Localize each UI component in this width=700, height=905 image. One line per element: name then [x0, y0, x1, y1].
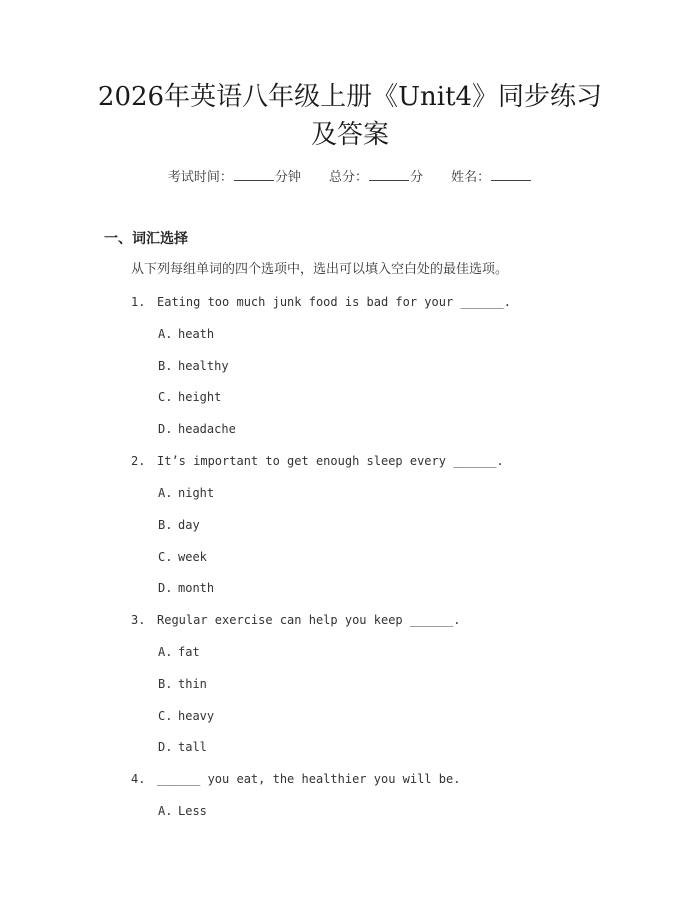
total-score-blank	[369, 168, 409, 181]
option-letter: A.	[158, 804, 173, 818]
option-letter: B.	[158, 359, 173, 373]
section-title: 一、词汇选择	[104, 231, 188, 247]
option-text: day	[178, 518, 200, 532]
question-2-option-c	[158, 547, 207, 567]
option-letter: A.	[158, 327, 173, 341]
question-4-option-a	[158, 801, 207, 821]
option-text: week	[178, 550, 207, 564]
total-score-unit: 分	[410, 170, 424, 185]
document-title	[60, 78, 640, 154]
question-2	[131, 451, 504, 471]
option-text: heath	[178, 327, 215, 341]
exam-time-blank	[234, 168, 274, 181]
option-letter: C.	[158, 390, 173, 404]
question-3-option-d	[158, 737, 207, 757]
option-text: fat	[178, 645, 200, 659]
question-3-option-a	[158, 642, 200, 662]
option-letter: A.	[158, 486, 173, 500]
question-1	[131, 292, 511, 312]
option-text: thin	[178, 677, 207, 691]
option-text: heavy	[178, 709, 215, 723]
option-text: healthy	[178, 359, 229, 373]
question-number: 2.	[131, 454, 146, 468]
question-text: Eating too much junk food is bad for your ______.	[157, 295, 512, 309]
question-1-option-a	[158, 324, 214, 344]
total-score-label: 总分：	[328, 170, 368, 185]
exam-time-unit: 分钟	[274, 170, 301, 185]
option-letter: D.	[158, 740, 173, 754]
option-letter: C.	[158, 709, 173, 723]
question-3-option-c	[158, 706, 214, 726]
student-name-blank	[491, 168, 531, 181]
question-3-option-b	[158, 674, 207, 694]
question-4	[131, 769, 460, 789]
title-line-2: 及答案	[310, 120, 389, 150]
exam-time	[168, 168, 301, 188]
question-number: 3.	[131, 613, 146, 627]
question-2-option-b	[158, 515, 200, 535]
total-score	[329, 168, 423, 188]
question-text: It’s important to get enough sleep every ______.	[157, 454, 504, 468]
section-instruction: 从下列每组单词的四个选项中，选出可以填入空白处的最佳选项。	[131, 262, 509, 277]
option-letter: B.	[158, 677, 173, 691]
question-text: ______ you eat, the healthier you will be.	[157, 772, 461, 786]
option-text: month	[178, 581, 215, 595]
option-letter: A.	[158, 645, 173, 659]
option-text: Less	[178, 804, 207, 818]
exam-time-label: 考试时间：	[167, 170, 233, 185]
question-1-option-c	[158, 387, 221, 407]
option-text: tall	[178, 740, 207, 754]
student-name	[451, 168, 532, 188]
option-text: headache	[178, 422, 236, 436]
question-2-option-a	[158, 483, 214, 503]
option-text: night	[178, 486, 215, 500]
question-1-option-b	[158, 356, 229, 376]
question-2-option-d	[158, 578, 214, 598]
option-letter: B.	[158, 518, 173, 532]
option-letter: D.	[158, 422, 173, 436]
option-letter: D.	[158, 581, 173, 595]
question-number: 1.	[131, 295, 146, 309]
question-3	[131, 610, 460, 630]
question-1-option-d	[158, 419, 236, 439]
option-text: height	[178, 390, 222, 404]
question-text: Regular exercise can help you keep ______.	[157, 613, 461, 627]
student-name-label: 姓名：	[451, 170, 491, 185]
exam-meta	[0, 168, 700, 188]
option-letter: C.	[158, 550, 173, 564]
question-number: 4.	[131, 772, 146, 786]
title-line-1: 2026年英语八年级上册《Unit4》同步练习	[97, 82, 603, 112]
